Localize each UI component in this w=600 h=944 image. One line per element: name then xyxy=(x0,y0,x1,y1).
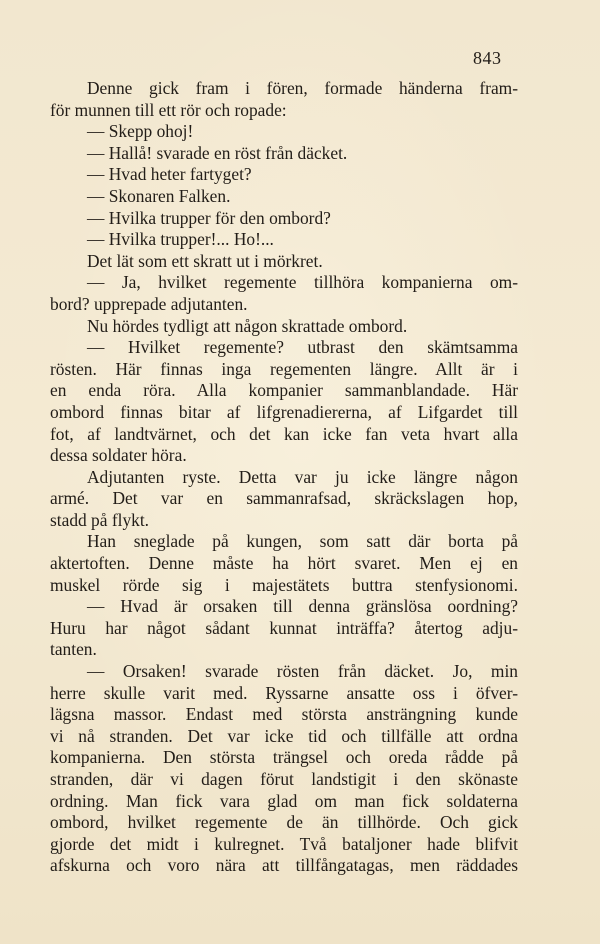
text-line: bord? upprepade adjutanten. xyxy=(50,293,248,314)
body-text xyxy=(50,78,518,877)
text-line: armé. Det var en sammanrafsad, skräckslagen hop, xyxy=(50,488,518,509)
text-line: muskel rörde sig i majestätets buttra stenfysionomi. xyxy=(50,574,518,595)
text-line: Han sneglade på kungen, som satt där borta på xyxy=(87,531,518,552)
text-line: — Ja, hvilket regemente tillhöra kompanierna om- xyxy=(87,272,518,293)
text-line: afskurna och voro nära att tillfångatagas, men räddades xyxy=(50,855,518,876)
text-line: gjorde det midt i kulregnet. Två bataljoner hade blifvit xyxy=(50,833,518,854)
text-line: för munnen till ett rör och ropade: xyxy=(50,99,287,120)
text-line: rösten. Här finnas inga regementen längre. Allt är i xyxy=(50,358,518,379)
text-line: Adjutanten ryste. Detta var ju icke längre någon xyxy=(87,466,518,487)
text-line: dessa soldater höra. xyxy=(50,445,187,466)
text-line: stadd på flykt. xyxy=(50,509,150,530)
text-line: ombord, hvilket regemente de än tillhörde. Och gick xyxy=(50,812,518,833)
text-line: — Hvilka trupper för den ombord? xyxy=(87,207,331,228)
text-line: stranden, där vi dagen förut landstigit i den skönaste xyxy=(50,769,518,789)
page-number: 843 xyxy=(473,48,502,68)
text-line: aktertoften. Denne måste ha hört svaret. Men ej en xyxy=(50,553,518,574)
text-line: — Hvad heter fartyget? xyxy=(87,164,252,185)
text-line: vi nå stranden. Det var icke tid och tillfälle att ordna xyxy=(50,725,518,746)
text-line: — Hvilket regemente? utbrast den skämtsamma xyxy=(87,337,518,358)
text-line: Nu hördes tydligt att någon skrattade ombord. xyxy=(87,315,408,336)
text-line: kompanierna. Den största trängsel och oreda rådde på xyxy=(50,747,518,768)
text-line: herre skulle varit med. Ryssarne ansatte oss i öfver- xyxy=(50,682,518,703)
text-line: — Hvilka trupper!... Ho!... xyxy=(87,229,274,250)
text-line: Det lät som ett skratt ut i mörkret. xyxy=(87,250,323,271)
text-line: ombord finnas bitar af lifgrenadiererna, af Lifgardet till xyxy=(50,401,518,422)
text-line: — Hallå! svarade en röst från däcket. xyxy=(87,142,348,163)
text-line: ordning. Man fick vara glad om man fick soldaterna xyxy=(50,790,518,811)
text-line: Denne gick fram i fören, formade händerna fram- xyxy=(87,78,518,98)
text-line: en enda röra. Alla kompanier sammanblandade. Här xyxy=(50,380,518,401)
text-line: tanten. xyxy=(50,639,97,660)
text-line: — Skepp ohoj! xyxy=(87,121,194,142)
text-line: Huru har något sådant kunnat inträffa? återtog adju- xyxy=(50,617,518,638)
text-line: — Orsaken! svarade rösten från däcket. Jo, min xyxy=(87,661,518,682)
text-line: fot, af landtvärnet, och det kan icke fan veta hvart alla xyxy=(50,423,518,444)
text-line: — Hvad är orsaken till denna gränslösa oordning? xyxy=(87,596,518,617)
text-line: lägsna massor. Endast med största ansträngning kunde xyxy=(50,704,518,725)
text-line: — Skonaren Falken. xyxy=(87,185,231,206)
